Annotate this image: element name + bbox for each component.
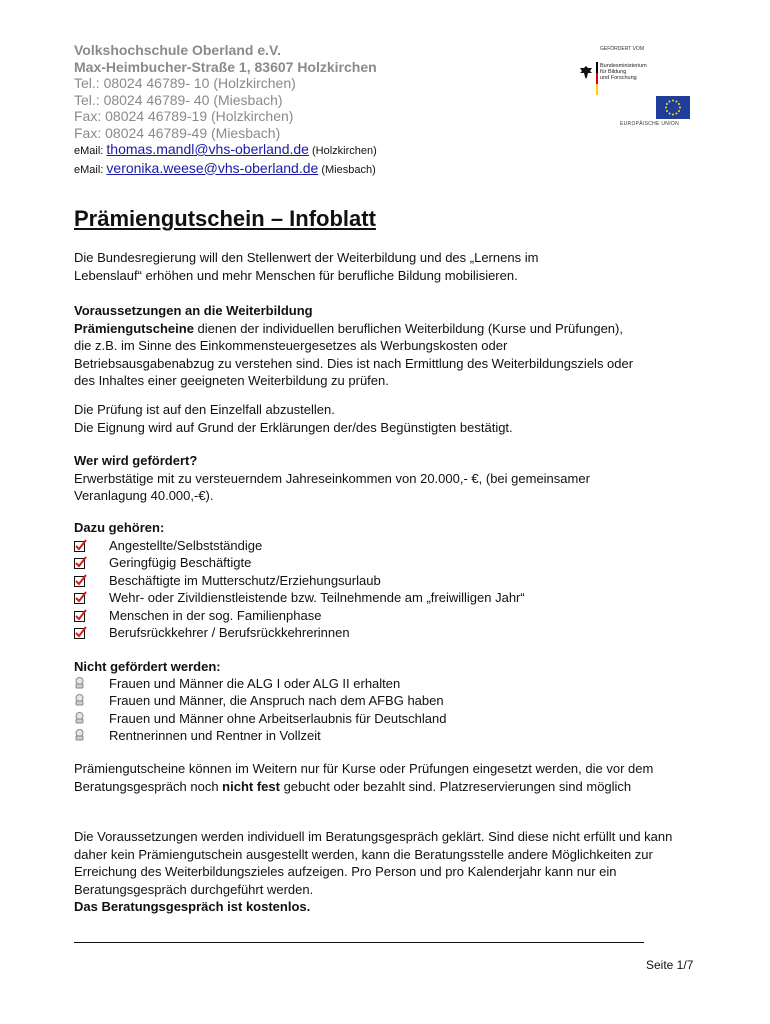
list-item: Frauen und Männer, die Anspruch nach dem AFBG haben [74, 692, 447, 709]
list-item: Wehr- oder Zivildienstleistende bzw. Teilnehmende am „freiwilligen Jahr“ [74, 589, 525, 606]
assessment-note-1: Die Prüfung ist auf den Einzelfall abzustellen. [74, 402, 335, 417]
email-link-thomas[interactable]: thomas.mandl@vhs-oberland.de [106, 141, 309, 157]
page-title: Prämiengutschein – Infoblatt [74, 206, 376, 231]
list-item: Berufsrückkehrer / Berufsrückkehrerinnen [74, 624, 525, 641]
assessment-note-2: Die Eignung wird auf Grund der Erklärungen der/des Begünstigten bestätigt. [74, 419, 513, 435]
org-address: Max-Heimbucher-Straße 1, 83607 Holzkirchen [74, 58, 377, 75]
email-location: (Holzkirchen) [312, 145, 377, 157]
list-item: Frauen und Männer die ALG I oder ALG II erhalten [74, 675, 447, 692]
email-prefix: eMail: [74, 163, 104, 176]
excluded-heading: Nicht gefördert werden: [74, 659, 221, 674]
usage-paragraph: Prämiengutscheine können im Weitern nur für Kurse oder Prüfungen eingesetzt werden, die vor dem Beratungsgespräch noch nicht fest gebucht oder bezahlt sind. Platzreservierungen sind möglich [74, 761, 654, 794]
bullet-icon [74, 677, 85, 689]
german-flag-bar [596, 62, 598, 96]
funding-logos [578, 46, 698, 132]
section-requirements [74, 302, 714, 390]
included-heading: Dazu gehören: [74, 520, 165, 535]
fax-holzkirchen: Fax: 08024 46789-19 (Holzkirchen) [74, 108, 294, 124]
funded-by-label: GEFÖRDERT VOM [600, 46, 644, 52]
email-location: (Miesbach) [321, 163, 376, 176]
checkbox-checked-icon [74, 539, 87, 552]
checkbox-checked-icon [74, 609, 87, 622]
phone-miesbach: Tel.: 08024 46789- 40 (Miesbach) [74, 91, 283, 108]
checkbox-checked-icon [74, 591, 87, 604]
checkbox-checked-icon [74, 626, 87, 639]
checkbox-checked-icon [74, 556, 87, 569]
org-name: Volkshochschule Oberland e.V. [74, 42, 281, 58]
assessment-notes [74, 401, 714, 436]
eu-flag-icon [656, 96, 690, 119]
free-consultation-note: Das Beratungsgespräch ist kostenlos. [74, 899, 311, 914]
consultation-paragraph: Die Voraussetzungen werden individuell im Beratungsgespräch geklärt. Sind diese nicht erfüllt und kann daher kein Prämiengutschein ausgestellt werden, kann die Beratungsstelle andere Möglichkeiten zur Erreichung des Weiterbildungszieles aufzeigen. Pro Person und pro Kalenderjahr kann nur ein Beratungsgespräch durchgeführt werden. Das Beratungsgespräch ist kostenlos. [74, 829, 673, 914]
bullet-icon [74, 729, 85, 741]
list-item: Beschäftigte im Mutterschutz/Erziehungsurlaub [74, 572, 525, 589]
federal-eagle-icon [578, 64, 594, 80]
phone-holzkirchen: Tel.: 08024 46789- 10 (Holzkirchen) [74, 75, 296, 91]
page-number: Seite 1/7 [646, 958, 694, 972]
ministry-name: Bundesministerium für Bildung und Forschung [600, 63, 647, 81]
email-link-veronika[interactable]: veronika.weese@vhs-oberland.de [106, 159, 319, 176]
fax-miesbach: Fax: 08024 46789-49 (Miesbach) [74, 124, 281, 141]
excluded-list [74, 675, 447, 745]
who-funded-text: Erwerbstätige mit zu versteuerndem Jahreseinkommen von 20.000,- €, (bei gemeinsamer Veranlagung 40.000,-€). [74, 470, 590, 503]
list-item: Rentnerinnen und Rentner in Vollzeit [74, 727, 447, 744]
list-item: Angestellte/Selbstständige [74, 537, 525, 554]
footer-divider [74, 942, 644, 943]
requirements-text: Prämiengutscheine dienen der individuellen beruflichen Weiterbildung (Kurse und Prüfungen), die z.B. im Sinne des Einkommensteuergesetzes als Werbungskosten oder Betriebsausgabenabzug zu verstehen sind. Dies ist nach Ermittlung des Weiterbildungsziels oder des Inhaltes einer geeigneten Weiterbildung zu prüfen. [74, 320, 634, 388]
email-prefix: eMail: [74, 145, 104, 157]
list-item: Menschen in der sog. Familienphase [74, 607, 525, 624]
bullet-icon [74, 694, 85, 706]
who-funded-heading: Wer wird gefördert? [74, 453, 198, 468]
requirements-heading: Voraussetzungen an die Weiterbildung [74, 303, 313, 318]
email-line-miesbach [74, 160, 377, 179]
bullet-icon [74, 712, 85, 724]
checkbox-checked-icon [74, 574, 87, 587]
email-line-holzkirchen [74, 141, 377, 160]
eu-label: EUROPÄISCHE UNION [620, 121, 679, 127]
list-item: Geringfügig Beschäftigte [74, 554, 525, 571]
intro-paragraph: Die Bundesregierung will den Stellenwert der Weiterbildung und des „Lernens im Lebenslauf“ erhöhen und mehr Menschen für berufliche Bildung mobilisieren. [74, 250, 539, 283]
list-item: Frauen und Männer ohne Arbeitserlaubnis für Deutschland [74, 710, 447, 727]
section-who-is-funded [74, 452, 714, 505]
included-list [74, 537, 525, 641]
letterhead [74, 42, 377, 178]
